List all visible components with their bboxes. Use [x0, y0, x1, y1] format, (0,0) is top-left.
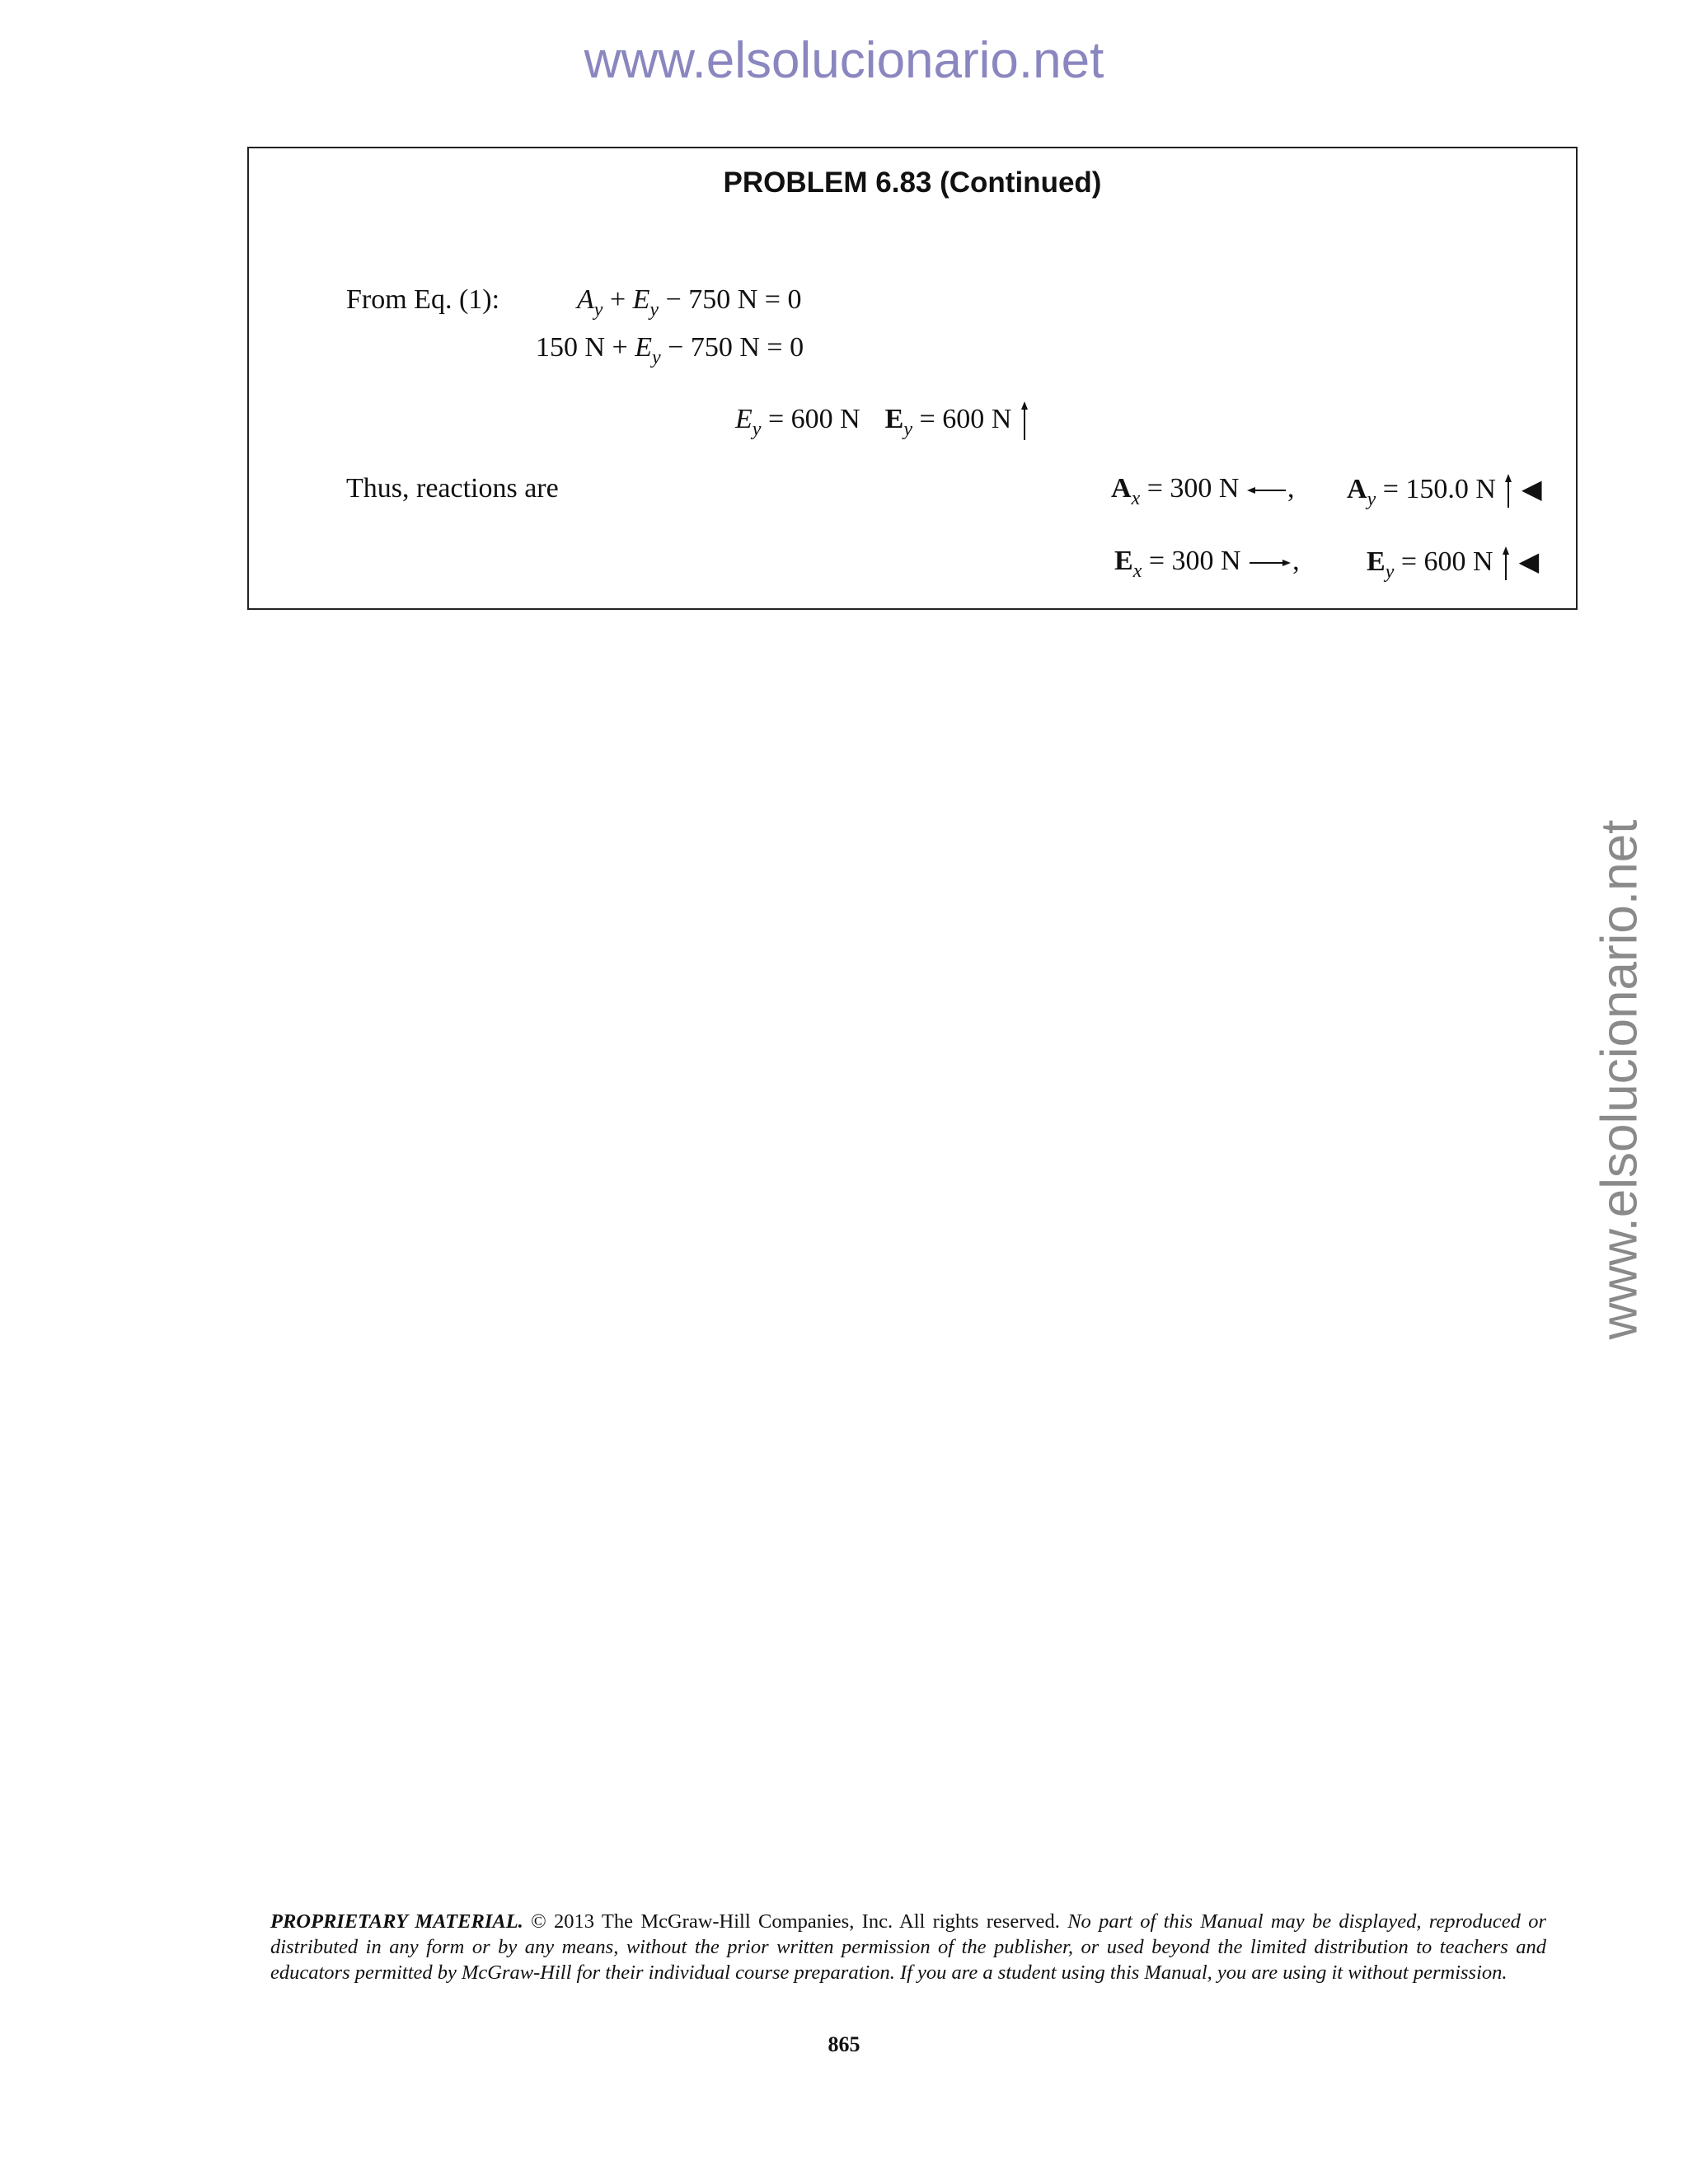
ey-val: = 600 N — [1394, 546, 1493, 577]
arrow-up-icon — [1500, 546, 1512, 582]
ax-sym: A — [1111, 473, 1132, 504]
from-eq-label: From Eq. (1): — [346, 284, 500, 315]
eq2-lead: 150 N + — [536, 332, 635, 363]
equation-1 — [577, 284, 802, 321]
solution-box — [247, 147, 1578, 610]
eq1-plus: + — [603, 284, 633, 315]
ay-sub: y — [1367, 489, 1376, 510]
ax-val: = 300 N — [1140, 473, 1240, 504]
eq3-e-sub: y — [752, 418, 762, 440]
problem-title: PROBLEM 6.83 (Continued) — [723, 166, 1102, 199]
arrow-right-icon — [1248, 557, 1292, 569]
ax-comma: , — [1287, 473, 1295, 504]
notice-copyright: © 2013 The McGraw-Hill Companies, Inc. All rights reserved. — [523, 1910, 1068, 1933]
proprietary-notice — [270, 1909, 1546, 1985]
watermark-top: www.elsolucionario.net — [584, 32, 1104, 89]
reaction-ax — [1111, 472, 1295, 509]
eq1-e-sub: y — [649, 299, 659, 321]
watermark-side: www.elsolucionario.net — [1591, 819, 1648, 1340]
ey-sub: y — [1385, 561, 1395, 583]
arrow-up-icon — [1019, 401, 1030, 442]
eq1-a-sub: y — [593, 299, 603, 321]
eq2-e-sub: y — [652, 347, 661, 368]
end-marker-icon: ◀ — [1521, 474, 1542, 504]
eq2-rest: − 750 N = 0 — [660, 332, 804, 363]
reaction-ey — [1367, 545, 1539, 582]
equation-3 — [735, 401, 1030, 442]
notice-lead: PROPRIETARY MATERIAL. — [270, 1910, 523, 1933]
arrow-up-icon — [1503, 473, 1514, 509]
eq2-e: E — [635, 332, 653, 363]
eq1-a: A — [577, 284, 594, 315]
ay-val: = 150.0 N — [1376, 474, 1496, 504]
eq3-val: = 600 N — [761, 403, 860, 434]
ex-sub: x — [1132, 560, 1142, 582]
ay-sym: A — [1347, 474, 1367, 504]
ex-val: = 300 N — [1142, 546, 1241, 576]
ex-sym: E — [1114, 546, 1133, 576]
thus-label: Thus, reactions are — [346, 473, 559, 504]
end-marker-icon: ◀ — [1518, 546, 1540, 576]
eq3-eb-sub: y — [903, 418, 913, 440]
ey-sym: E — [1367, 546, 1386, 577]
reaction-ay — [1347, 472, 1542, 509]
ax-sub: x — [1131, 488, 1141, 509]
eq3-eb: E — [884, 403, 904, 434]
equation-2 — [536, 331, 804, 368]
page-number: 865 — [828, 2032, 860, 2056]
notice-permission: No part of this Manual may be displayed, reproduced or distributed in any form or by any means, without the prior written permission of the publisher, or used beyond the limited distribution to teachers and educators permitted by McGraw-Hill for their individual course preparation. If you are a student using this Manual, you are using it without permission. — [270, 1910, 1546, 1984]
eq1-e: E — [632, 284, 650, 315]
reaction-ex — [1114, 545, 1300, 582]
eq3-valb: = 600 N — [912, 403, 1012, 434]
ex-comma: , — [1292, 546, 1300, 576]
eq3-e: E — [735, 403, 753, 434]
arrow-left-icon — [1246, 485, 1287, 496]
eq1-rest: − 750 N = 0 — [659, 284, 802, 315]
